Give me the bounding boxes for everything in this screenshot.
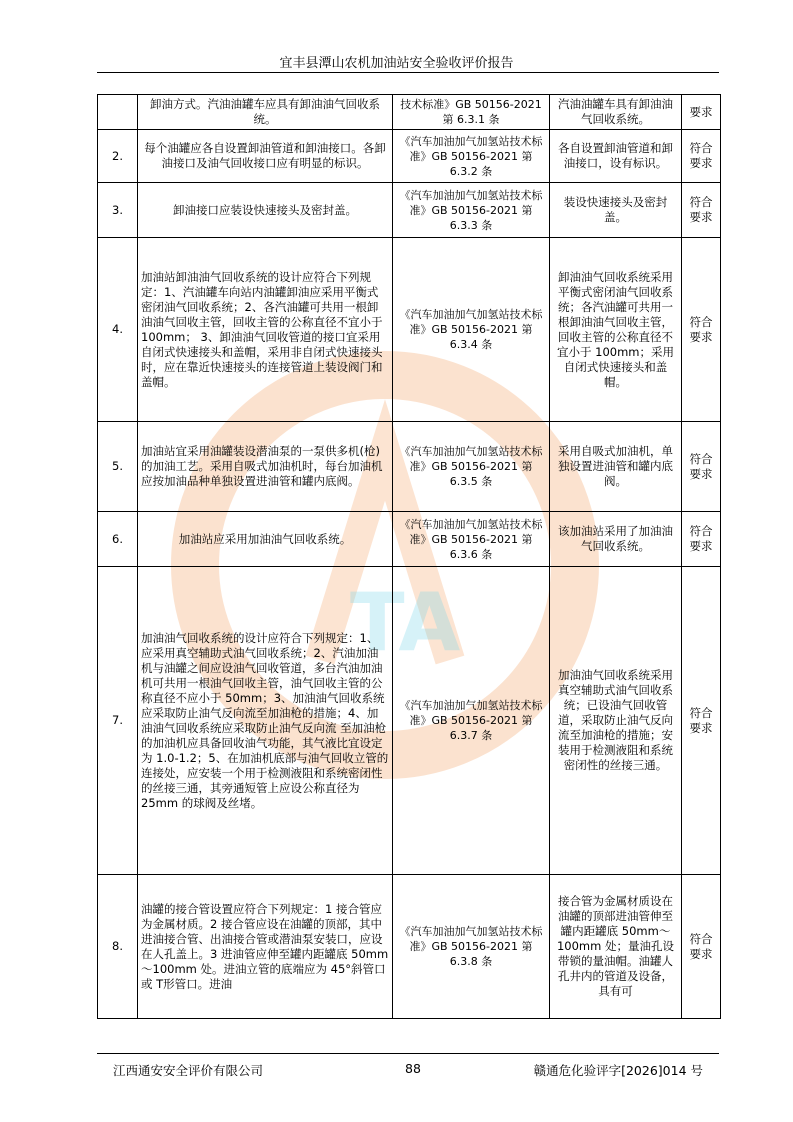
- reference-cell: 《汽车加油加气加氢站技术标准》GB 50156-2021 第 6.3.6 条: [393, 512, 550, 567]
- result-cell: 符合要求: [682, 567, 721, 875]
- table-row: [98, 422, 721, 512]
- reference-cell: 《汽车加油加气加氢站技术标准》GB 50156-2021 第 6.3.5 条: [393, 422, 550, 512]
- table-row: [98, 238, 721, 422]
- footer-company: 江西通安安全评价有限公司: [113, 1063, 264, 1078]
- requirement-cell: 每个油罐应各自设置卸油管道和卸油接口。各卸油接口及油气回收接口应有明显的标识。: [138, 130, 393, 183]
- result-cell: 符合要求: [682, 512, 721, 567]
- table-row: [98, 95, 721, 130]
- observation-cell: 各自设置卸油管道和卸油接口，设有标识。: [550, 130, 682, 183]
- observation-cell: 接合管为金属材质设在油罐的顶部进油管伸至罐内距罐底 50mm～100mm 处；量油孔设带锁的量油帽。油罐人孔井内的管道及设备，具有可: [550, 875, 682, 1019]
- observation-cell: 装设快速接头及密封盖。: [550, 183, 682, 238]
- requirement-cell: 卸油方式。汽油油罐车应具有卸油油气回收系统。: [138, 95, 393, 130]
- footer-document-number: 赣通危化验评字[2026]014 号: [533, 1063, 703, 1078]
- row-number: 5.: [98, 422, 138, 512]
- svg-text:TA: TA: [350, 576, 461, 669]
- reference-cell: 《汽车加油加气加氢站技术标准》GB 50156-2021 第 6.3.7 条: [393, 567, 550, 875]
- observation-cell: 加油油气回收系统采用真空辅助式油气回收系统；已设油气回收管道，采取防止油气反向流至加油枪的措施；安装用于检测液阻和系统密闭性的丝接三通。: [550, 567, 682, 875]
- reference-cell: 《汽车加油加气加氢站技术标准》GB 50156-2021 第 6.3.3 条: [393, 183, 550, 238]
- checklist-table: [97, 94, 721, 1019]
- table-row: [98, 130, 721, 183]
- result-cell: 要求: [682, 95, 721, 130]
- row-number: 8.: [98, 875, 138, 1019]
- table-row: [98, 567, 721, 875]
- row-number: 2.: [98, 130, 138, 183]
- header-rule: [97, 72, 719, 73]
- table-row: [98, 875, 721, 1019]
- result-cell: 符合要求: [682, 183, 721, 238]
- result-cell: 符合要求: [682, 130, 721, 183]
- observation-cell: 汽油油罐车具有卸油油气回收系统。: [550, 95, 682, 130]
- requirement-cell: 加油站应采用加油油气回收系统。: [138, 512, 393, 567]
- requirement-cell: 卸油接口应装设快速接头及密封盖。: [138, 183, 393, 238]
- reference-cell: 技术标准》GB 50156-2021 第 6.3.1 条: [393, 95, 550, 130]
- row-number: 6.: [98, 512, 138, 567]
- observation-cell: 该加油站采用了加油油气回收系统。: [550, 512, 682, 567]
- requirement-cell: 加油站宜采用油罐装设潜油泵的一泵供多机(枪)的加油工艺。采用自吸式加油机时，每台加油机应按加油品种单独设置进油管和罐内底阀。: [138, 422, 393, 512]
- reference-cell: 《汽车加油加气加氢站技术标准》GB 50156-2021 第 6.3.8 条: [393, 875, 550, 1019]
- table-row: [98, 512, 721, 567]
- requirement-cell: 加油油气回收系统的设计应符合下列规定：1、应采用真空辅助式油气回收系统；2、汽油加油机与油罐之间应设油气回收管道，多台汽油加油机可共用一根油气回收主管，油气回收主管的公称直径不应小于 50mm；3、加油油气回收系统应采取防止油气反向流至加油枪的措施；4、加油油气回收系统应采取防止油气反向流 至加油枪的加油机应具备回收油气功能，其气液比宜设定为 1.0-1.2；5、在加油机底部与油气回收立管的连接处，应安装一个用于检测液阻和系统密闭性的丝接三通，其旁通短管上应设公称直径为 25mm 的球阀及丝堵。: [138, 567, 393, 875]
- footer-rule: [97, 1053, 719, 1054]
- requirement-cell: 加油站卸油油气回收系统的设计应符合下列规定：1、汽油罐车向站内油罐卸油应采用平衡式密闭油气回收系统；2、各汽油罐可共用一根卸油油气回收主管，回收主管的公称直径不宜小于 100mm； 3、卸油油气回收管道的接口宜采用自闭式快速接头和盖帽，采用非自闭式快速接头时，应在靠近快速接头的连接管道上装设阀门和盖帽。: [138, 238, 393, 422]
- result-cell: 符合要求: [682, 238, 721, 422]
- page-header-title: 宜丰县潭山农机加油站安全验收评价报告: [279, 56, 514, 71]
- observation-cell: 采用自吸式加油机，单独设置进油管和罐内底阀。: [550, 422, 682, 512]
- observation-cell: 卸油油气回收系统采用平衡式密闭油气回收系统；各汽油罐可共用一根卸油油气回收主管，回收主管的公称直径不宜小于 100mm；采用自闭式快速接头和盖帽。: [550, 238, 682, 422]
- reference-cell: 《汽车加油加气加氢站技术标准》GB 50156-2021 第 6.3.2 条: [393, 130, 550, 183]
- row-number: [98, 95, 138, 130]
- table-row: [98, 183, 721, 238]
- row-number: 4.: [98, 238, 138, 422]
- result-cell: 符合要求: [682, 422, 721, 512]
- reference-cell: 《汽车加油加气加氢站技术标准》GB 50156-2021 第 6.3.4 条: [393, 238, 550, 422]
- row-number: 7.: [98, 567, 138, 875]
- page-number: 88: [405, 1061, 421, 1076]
- row-number: 3.: [98, 183, 138, 238]
- requirement-cell: 油罐的接合管设置应符合下列规定：1 接合管应为金属材质。2 接合管应设在油罐的顶部，其中进油接合管、出油接合管或潜油泵安装口，应设在人孔盖上。3 进油管应伸至罐内距罐底 50mm～100mm 处。进油立管的底端应为 45°斜管口或 T形管口。进油: [138, 875, 393, 1019]
- result-cell: 符合要求: [682, 875, 721, 1019]
